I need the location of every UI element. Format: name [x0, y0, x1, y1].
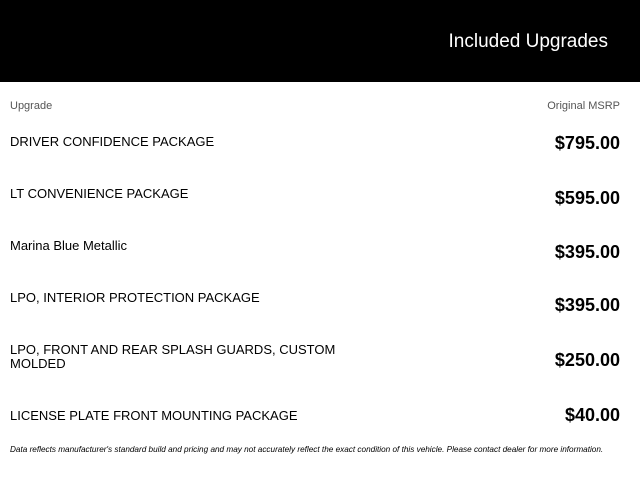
upgrade-price: $40.00 — [564, 405, 620, 425]
upgrade-price: $250.00 — [554, 350, 620, 370]
upgrade-name: DRIVER CONFIDENCE PACKAGE — [10, 134, 215, 149]
page-title: Included Upgrades — [448, 31, 608, 52]
column-header-msrp: Original MSRP — [547, 100, 620, 112]
upgrade-price: $395.00 — [554, 242, 620, 262]
upgrade-price: $795.00 — [554, 133, 620, 153]
upgrade-price: $395.00 — [554, 295, 620, 315]
column-header-upgrade: Upgrade — [10, 100, 53, 112]
upgrade-price: $595.00 — [554, 188, 620, 208]
upgrade-name: LT CONVENIENCE PACKAGE — [10, 186, 189, 201]
upgrade-name: LICENSE PLATE FRONT MOUNTING PACKAGE — [10, 408, 298, 423]
disclaimer-note: Data reflects manufacturer's standard build and pricing and may not accurately reflect the exact condition of this vehicle. Please contact dealer for more information. — [10, 445, 604, 454]
upgrade-name: Marina Blue Metallic — [10, 238, 128, 253]
upgrade-name: LPO, FRONT AND REAR SPLASH GUARDS, CUSTOM MOLDED — [10, 342, 336, 371]
header-bar — [0, 0, 640, 82]
upgrade-name: LPO, INTERIOR PROTECTION PACKAGE — [10, 290, 260, 305]
